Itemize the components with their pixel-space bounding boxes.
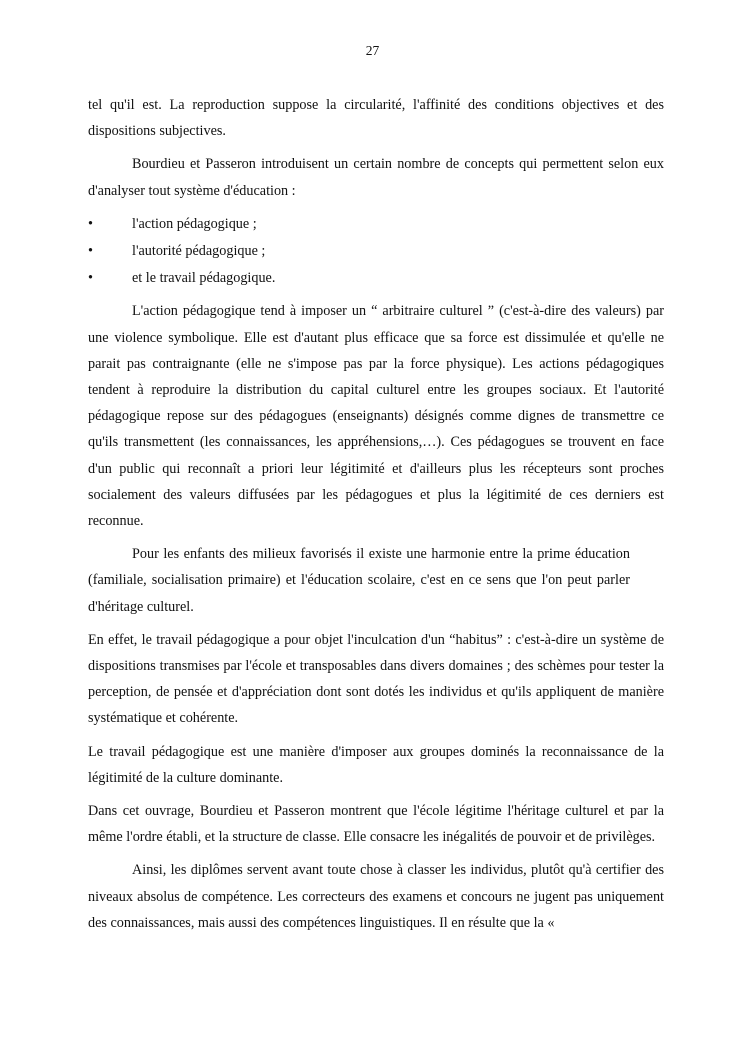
concept-list [88, 211, 664, 292]
list-item [88, 265, 664, 291]
list-item-text: l'action pédagogique ; [132, 215, 257, 232]
list-item [88, 211, 664, 237]
bullet-icon: • [88, 243, 93, 260]
paragraph-heritage-culturel: Pour les enfants des milieux favorisés il existe une harmonie entre la prime éducation (familiale, socialisation primaire) et l'éducation scolaire, c'est en ce sens que l'on peut parler d'héritage culturel. [88, 546, 630, 615]
paragraph-culture-dominante: Le travail pédagogique est une manière d'imposer aux groupes dominés la reconnaissance de la légitimité de la culture dominante. [88, 743, 664, 786]
paragraph-concepts-intro: Bourdieu et Passeron introduisent un certain nombre de concepts qui permettent selon eux d'analyser tout système d'éducation : [88, 156, 664, 199]
page-number: 27 [365, 43, 380, 58]
paragraph-ecole-legitime: Dans cet ouvrage, Bourdieu et Passeron montrent que l'école légitime l'héritage culturel et par la même l'ordre établi, et la structure de classe. Elle consacre les inégalités de pouvoir et de privilèges. [88, 803, 664, 846]
list-item-text: et le travail pédagogique. [132, 270, 276, 287]
paragraph-reproduction: tel qu'il est. La reproduction suppose la circularité, l'affinité des conditions objectives et des dispositions subjectives. [88, 97, 664, 140]
list-item-text: l'autorité pédagogique ; [132, 243, 266, 260]
bullet-icon: • [88, 215, 93, 232]
list-item [88, 238, 664, 264]
paragraph-diplomes: Ainsi, les diplômes servent avant toute chose à classer les individus, plutôt qu'à certifier des niveaux absolus de compétence. Les correcteurs des examens et concours ne jugent pas uniquement des connaissances, mais aussi des compétences linguistiques. Il en résulte que la « [88, 862, 664, 931]
page-body [88, 92, 664, 943]
paragraph-action-pedagogique: L'action pédagogique tend à imposer un “ arbitraire culturel ” (c'est-à-dire des valeurs) par une violence symbolique. Elle est d'autant plus efficace que sa force est dissimulée et qu'elle ne parait pas contraignante (elle ne s'impose pas par la force physique). Les actions pédagogiques tendent à reproduire la distribution du capital culturel entre les groupes sociaux. Et l'autorité pédagogique repose sur des pédagogues (enseignants) désignés comme dignes de transmettre ce qu'ils transmettent (les connaissances, les appréhensions,…). Ces pédagogues se trouvent en face d'un public qui reconnaît a priori leur légitimité et d'ailleurs plus les récepteurs sont proches socialement des valeurs diffusées par les pédagogues et plus la légitimité de ces derniers est reconnue. [88, 303, 664, 530]
bullet-icon: • [88, 270, 93, 287]
paragraph-habitus: En effet, le travail pédagogique a pour objet l'inculcation d'un “habitus” : c'est-à-dire un système de dispositions transmises par l'école et transposables dans divers domaines ; des schèmes pour tester la perception, de pensée et d'appréciation dont sont dotés les individus et qu'ils appliquent de manière systématique et cohérente. [88, 631, 664, 727]
